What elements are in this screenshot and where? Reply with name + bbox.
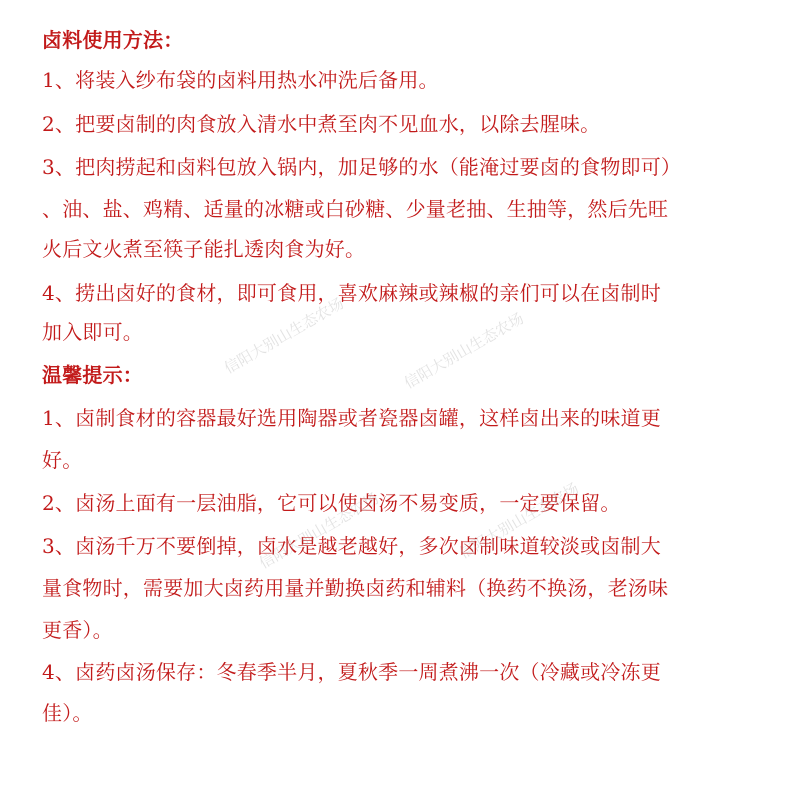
tip-3-line-1: 3、卤汤千万不要倒掉，卤水是越老越好，多次卤制味道较淡或卤制大 [42, 534, 661, 558]
tip-1-line-2: 好。 [42, 448, 83, 472]
usage-step-3-line-2: 、油、盐、鸡精、适量的冰糖或白砂糖、少量老抽、生抽等，然后先旺 [42, 197, 669, 221]
tip-3-line-2: 量食物时，需要加大卤药用量并勤换卤药和辅料（换药不换汤，老汤味 [42, 576, 669, 600]
section-title-tips: 温馨提示： [42, 363, 143, 387]
watermark-1: 信阳大别山生态农场 [221, 294, 347, 378]
usage-step-3-line-3: 火后文火煮至筷子能扎透肉食为好。 [42, 237, 366, 261]
section-title-usage: 卤料使用方法： [42, 28, 184, 52]
watermark-4: 信阳大别山生态农场 [456, 479, 582, 563]
usage-step-4-line-2: 加入即可。 [42, 320, 143, 344]
watermark-3: 信阳大别山生态农场 [256, 489, 382, 573]
watermark-2: 信阳大别山生态农场 [401, 309, 527, 393]
tip-2: 2、卤汤上面有一层油脂，它可以使卤汤不易变质，一定要保留。 [42, 491, 621, 515]
usage-step-4-line-1: 4、捞出卤好的食材，即可食用，喜欢麻辣或辣椒的亲们可以在卤制时 [42, 281, 661, 305]
tip-3-line-3: 更香）。 [42, 618, 113, 642]
tip-4-line-2: 佳）。 [42, 701, 93, 725]
tip-1-line-1: 1、卤制食材的容器最好选用陶器或者瓷器卤罐，这样卤出来的味道更 [42, 406, 661, 430]
tip-4-line-1: 4、卤药卤汤保存：冬春季半月，夏秋季一周煮沸一次（冷藏或冷冻更 [42, 660, 661, 684]
usage-step-1: 1、将装入纱布袋的卤料用热水冲洗后备用。 [42, 68, 439, 92]
usage-step-3-line-1: 3、把肉捞起和卤料包放入锅内，加足够的水（能淹过要卤的食物即可） [42, 155, 682, 179]
usage-step-2: 2、把要卤制的肉食放入清水中煮至肉不见血水，以除去腥味。 [42, 112, 601, 136]
